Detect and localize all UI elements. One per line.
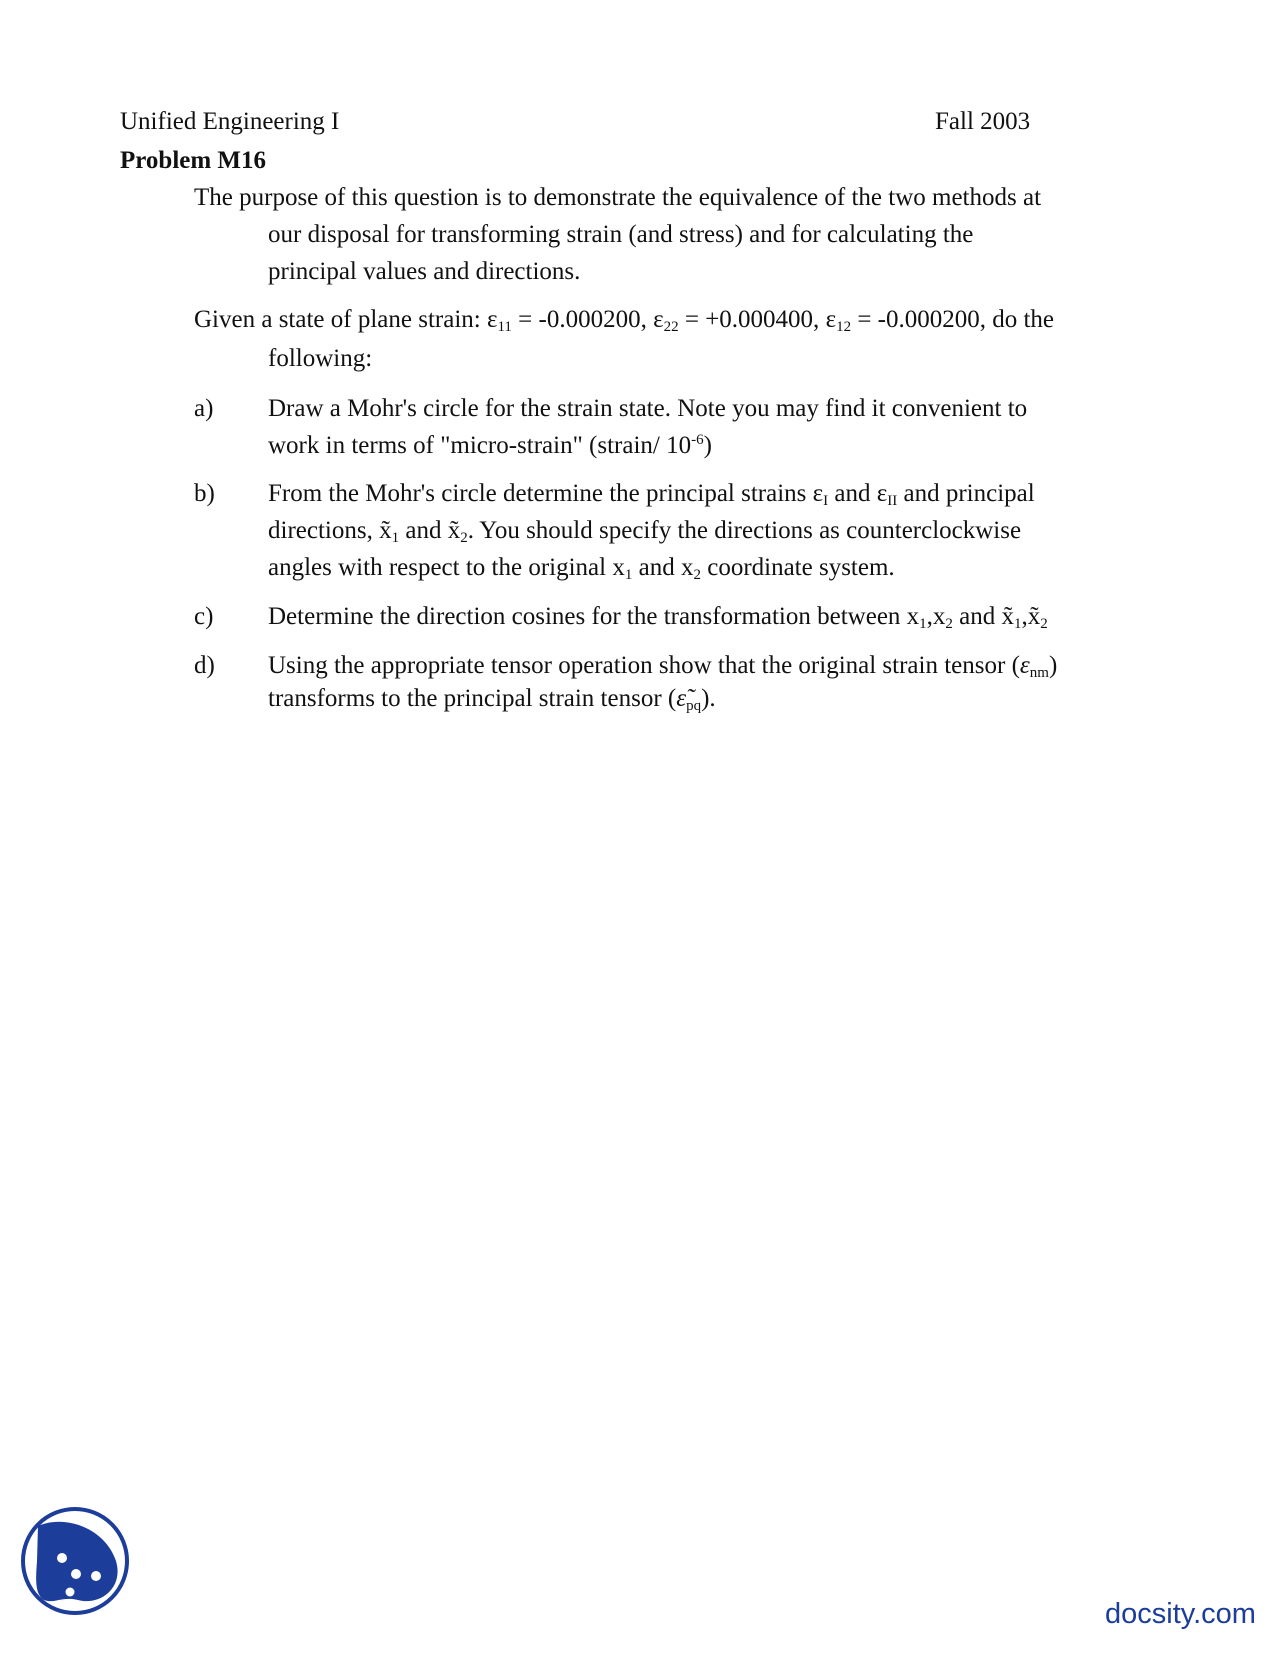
problem-title: Problem M16 <box>120 147 267 174</box>
subscript-12: 12 <box>836 319 852 335</box>
subscript-I: I <box>823 493 829 509</box>
subscript-1: 1 <box>1014 616 1022 632</box>
item-d-line-2 <box>268 680 716 717</box>
item-d-line-2-tail: ). <box>701 685 716 712</box>
item-c-comma-2: , <box>1021 603 1028 630</box>
subscript-2: 2 <box>945 616 953 632</box>
item-b-label: b) <box>194 480 215 507</box>
given-value-12: = -0.000200, do the <box>851 306 1055 333</box>
intro-line-3: principal values and directions. <box>268 258 581 285</box>
item-c-comma: ,x <box>926 603 946 630</box>
item-d-line-1-tail: ) <box>1048 652 1058 679</box>
item-b-line-2-and: and <box>399 517 448 544</box>
item-d-line-1 <box>268 647 1057 684</box>
given-value-11: = -0.000200, <box>511 306 654 333</box>
item-d-label: d) <box>194 652 215 679</box>
epsilon-symbol: ε <box>486 306 498 333</box>
item-a-line-2-text: work in terms of "micro-strain" (strain/ 10 <box>268 432 692 459</box>
intro-line-2: our disposal for transforming strain (and stress) and for calculating the <box>268 221 974 248</box>
item-d-line-2-lead: transforms to the principal strain tensor ( <box>268 685 677 712</box>
docsity-logo-icon[interactable] <box>20 1506 130 1616</box>
term-label: Fall 2003 <box>935 108 1031 135</box>
item-b-line-3-lead: angles with respect to the original x <box>268 554 625 581</box>
item-b-line-3 <box>268 549 895 586</box>
item-b-line-1-tail: and principal <box>897 480 1035 507</box>
item-b-line-1-mid: and ε <box>828 480 888 507</box>
item-a-line-2-tail: ) <box>703 432 712 459</box>
epsilon-symbol: ε <box>825 306 837 333</box>
item-d-line-1-lead: Using the appropriate tensor operation show that the original strain tensor ( <box>268 652 1020 679</box>
subscript-2: 2 <box>460 530 468 546</box>
logo-dot <box>57 1553 67 1563</box>
x-tilde-symbol: x̃ <box>447 517 461 544</box>
x-tilde-symbol: x̃ <box>1001 603 1015 630</box>
item-c-label: c) <box>194 603 214 630</box>
item-b-line-2-tail: . You should specify the directions as counterclockwise <box>467 517 1022 544</box>
item-a-label: a) <box>194 395 214 422</box>
docsity-brand-link[interactable]: docsity.com <box>1105 1598 1256 1630</box>
item-a-line-2 <box>268 427 712 464</box>
subscript-1: 1 <box>391 530 400 546</box>
epsilon-tilde-symbol: ε̃ <box>676 685 687 712</box>
subscript-pq: pq <box>686 698 702 714</box>
subscript-2: 2 <box>693 567 701 583</box>
subscript-1: 1 <box>919 616 927 632</box>
logo-dot <box>71 1569 81 1579</box>
subscript-22: 22 <box>663 319 679 335</box>
course-title: Unified Engineering I <box>120 108 340 135</box>
given-line-2: following: <box>268 345 373 372</box>
subscript-2: 2 <box>1040 616 1048 632</box>
subscript-1: 1 <box>624 567 633 583</box>
item-c-line-1 <box>268 598 1048 635</box>
given-lead: Given a state of plane strain: <box>194 306 487 333</box>
x-tilde-symbol: x̃ <box>1027 603 1041 630</box>
item-c-lead: Determine the direction cosines for the transformation between x <box>268 603 920 630</box>
item-a-line-1: Draw a Mohr's circle for the strain state. Note you may find it convenient to <box>268 395 1028 422</box>
given-value-22: = +0.000400, <box>678 306 826 333</box>
item-a-exponent: -6 <box>691 432 704 448</box>
item-b-line-2 <box>268 512 1021 549</box>
logo-dot <box>91 1571 101 1581</box>
logo-dot <box>66 1588 75 1597</box>
intro-line-1: The purpose of this question is to demonstrate the equivalence of the two methods at <box>194 184 1042 211</box>
subscript-II: II <box>887 493 898 509</box>
item-b-line-3-tail: coordinate system. <box>700 554 895 581</box>
item-b-line-2-lead: directions, <box>268 517 380 544</box>
epsilon-symbol: ε <box>1019 652 1030 679</box>
x-tilde-symbol: x̃ <box>379 517 392 544</box>
given-line-1 <box>194 301 1054 338</box>
item-b-line-1 <box>268 475 1035 512</box>
item-b-line-1-lead: From the Mohr's circle determine the principal strains ε <box>268 480 824 507</box>
subscript-11: 11 <box>497 319 512 335</box>
epsilon-symbol: ε <box>653 306 664 333</box>
subscript-nm: nm <box>1029 665 1049 681</box>
item-b-line-3-and: and x <box>632 554 694 581</box>
item-c-and: and <box>952 603 1002 630</box>
